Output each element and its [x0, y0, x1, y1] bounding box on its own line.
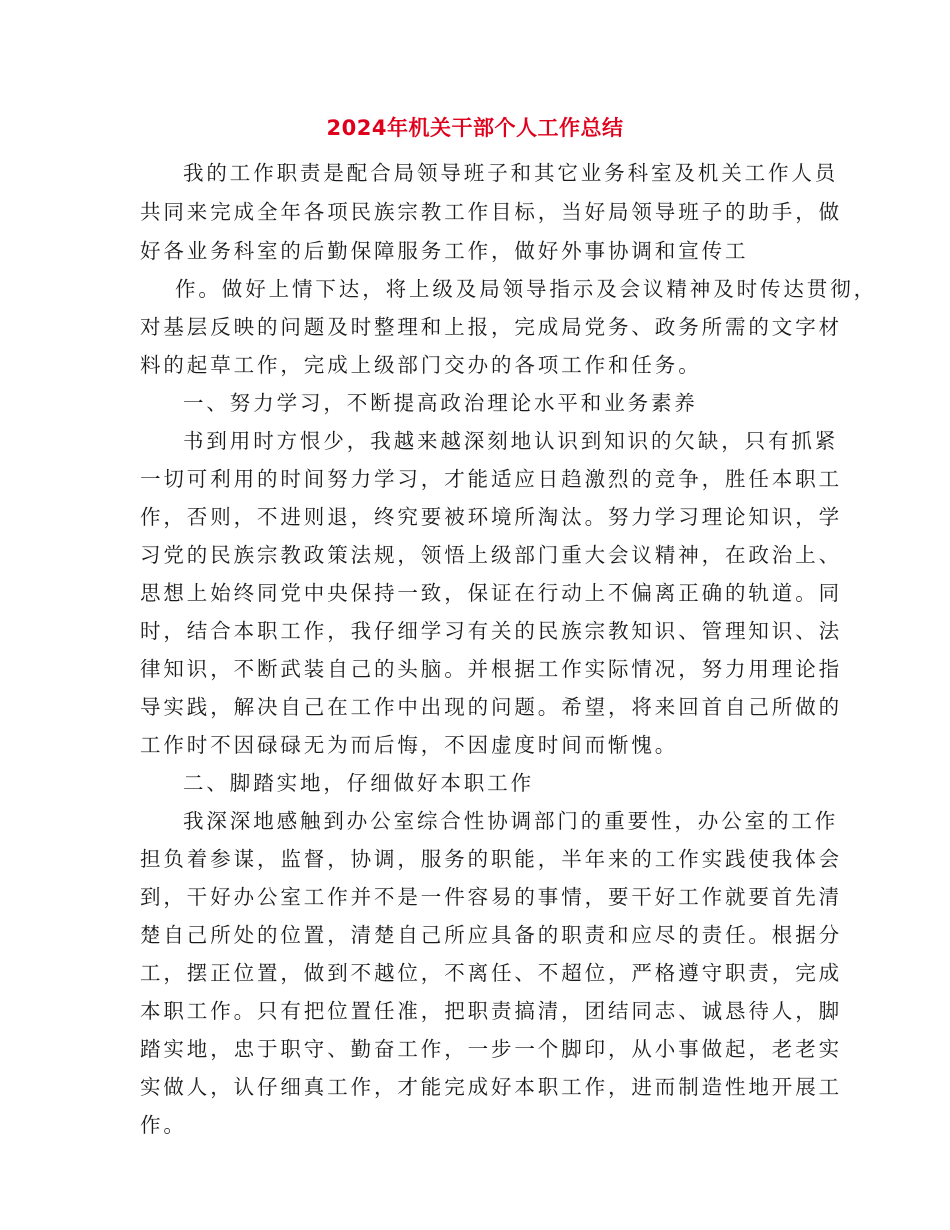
body-line: 实做人，认仔细真工作，才能完成好本职工作，进而制造性地开展工 [140, 1075, 842, 1099]
section-heading: 二、脚踏实地，仔细做好本职工作 [183, 771, 534, 795]
body-line: 书到用时方恨少，我越来越深刻地认识到知识的欠缺，只有抓紧 [183, 429, 839, 453]
body-line: 作，否则，不进则退，终究要被环境所淘汰。努力学习理论知识，学 [140, 505, 842, 529]
section-heading: 一、努力学习，不断提高政治理论水平和业务素养 [183, 391, 698, 415]
body-line: 时，结合本职工作，我仔细学习有关的民族宗教知识、管理知识、法 [140, 619, 842, 643]
body-line: 导实践，解决自己在工作中出现的问题。希望，将来回首自己所做的 [140, 695, 842, 719]
body-line: 本职工作。只有把位置任准，把职责搞清，团结同志、诚恳待人，脚 [140, 999, 842, 1023]
body-line: 料的起草工作，完成上级部门交办的各项工作和任务。 [140, 353, 702, 377]
body-line: 共同来完成全年各项民族宗教工作目标，当好局领导班子的助手，做 [140, 200, 842, 224]
body-line: 好各业务科室的后勤保障服务工作，做好外事协调和宣传工 [140, 239, 749, 263]
body-line: 对基层反映的问题及时整理和上报，完成局党务、政务所需的文字材 [140, 315, 842, 339]
body-line: 工作时不因碌碌无为而后悔，不因虚度时间而惭愧。 [140, 733, 679, 757]
document-title: 2024年机关干部个人工作总结 [326, 116, 624, 140]
body-line: 工，摆正位置，做到不越位，不离任、不超位，严格遵守职责，完成 [140, 961, 842, 985]
body-line: 我深深地感触到办公室综合性协调部门的重要性，办公室的工作 [183, 809, 839, 833]
body-line: 一切可利用的时间努力学习，才能适应日趋激烈的竞争，胜任本职工 [140, 467, 842, 491]
body-line: 我的工作职责是配合局领导班子和其它业务科室及机关工作人员 [183, 161, 839, 185]
body-line: 担负着参谋，监督，协调，服务的职能，半年来的工作实践使我体会 [140, 847, 842, 871]
body-line: 踏实地，忠于职守、勤奋工作，一步一个脚印，从小事做起，老老实 [140, 1037, 842, 1061]
body-line: 到，干好办公室工作并不是一件容易的事情，要干好工作就要首先清 [140, 885, 842, 909]
body-line: 思想上始终同党中央保持一致，保证在行动上不偏离正确的轨道。同 [140, 581, 842, 605]
body-line: 律知识，不断武装自己的头脑。并根据工作实际情况，努力用理论指 [140, 657, 842, 681]
body-line: 作。做好上情下达，将上级及局领导指示及会议精神及时传达贯彻， [175, 277, 877, 301]
body-line: 作。 [140, 1113, 187, 1137]
body-line: 习党的民族宗教政策法规，领悟上级部门重大会议精神，在政治上、 [140, 543, 842, 567]
body-line: 楚自己所处的位置，清楚自己所应具备的职责和应尽的责任。根据分 [140, 923, 842, 947]
